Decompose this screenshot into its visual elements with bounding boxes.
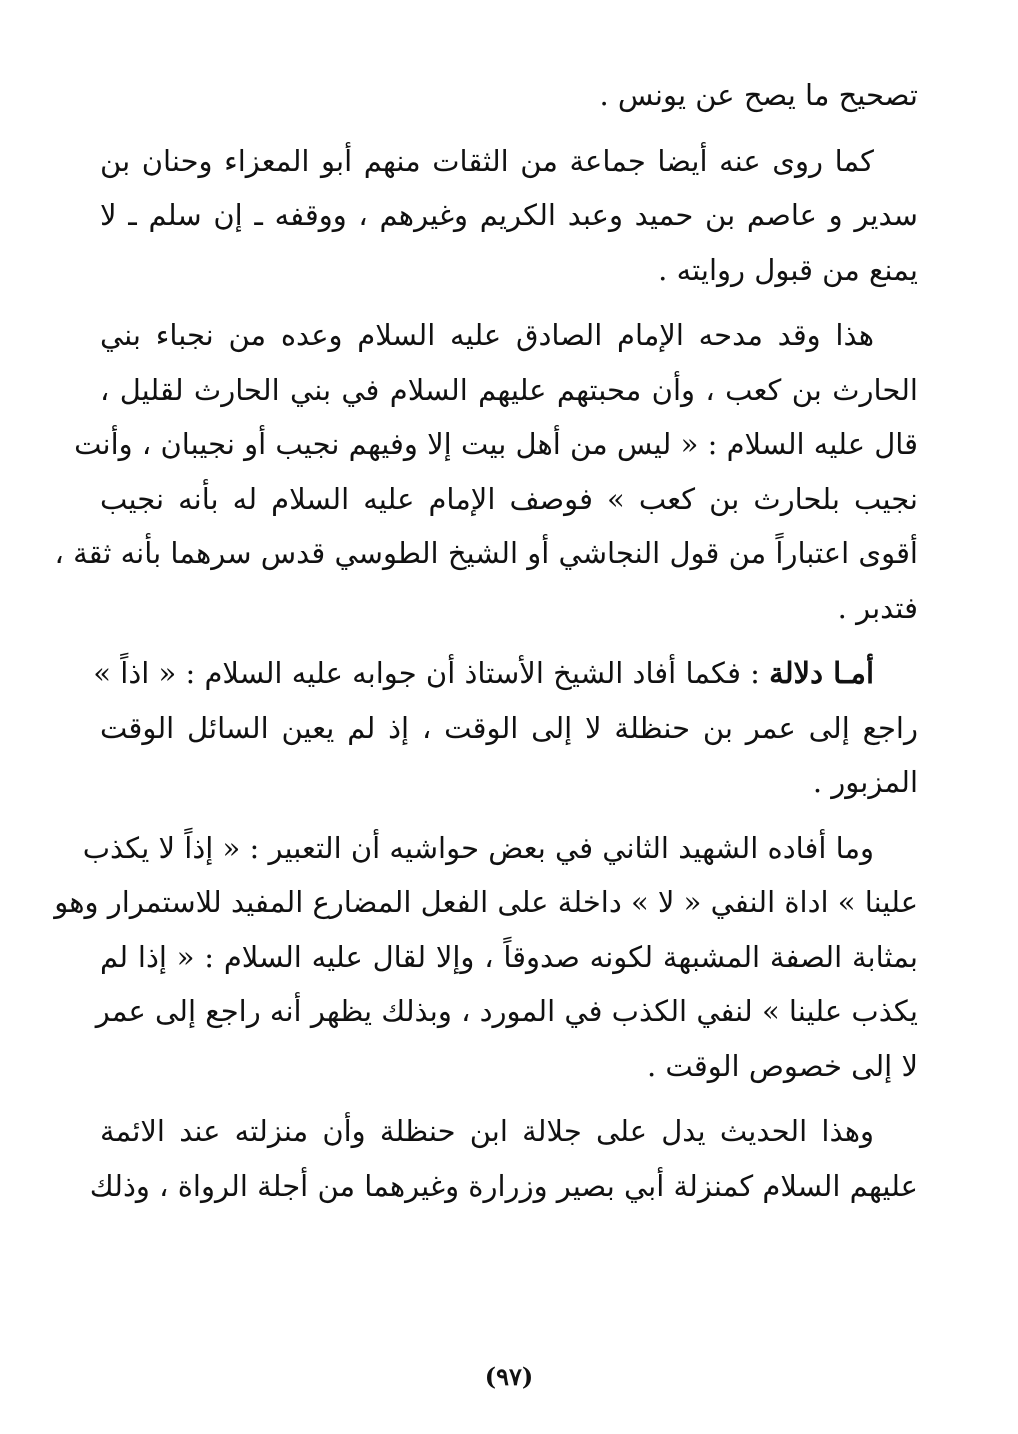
text-line: علينا » اداة النفي « لا » داخلة على الفعل المضارع المفيد للاستمرار وهو xyxy=(54,885,918,919)
text-line: الحارث بن كعب ، وأن محبتهم عليهم السلام في بني الحارث لقليل ، xyxy=(100,372,918,407)
text-line: أقوى اعتباراً من قول النجاشي أو الشيخ الطوسي قدس سرهما بأنه ثقة ، xyxy=(54,536,918,570)
paragraph-6 xyxy=(89,1104,918,1213)
text-line: تصحيح ما يصح عن يونس . xyxy=(599,78,918,112)
text-segment: : فكما أفاد الشيخ الأستاذ أن جوابه عليه السلام : « اذاً » xyxy=(93,656,770,690)
text-line: نجيب بلحارث بن كعب » فوصف الإمام عليه السلام له بأنه نجيب xyxy=(100,481,918,516)
text-line: يمنع من قبول روايته . xyxy=(658,252,918,287)
text-line: وهذا الحديث يدل على جلالة ابن حنظلة وأن منزلته عند الائمة xyxy=(100,1114,874,1148)
paragraph-4 xyxy=(93,646,918,810)
text-line: قال عليه السلام : « ليس من أهل بيت إلا وفيهم نجيب أو نجيبان ، وأنت xyxy=(74,427,918,461)
text-line: عليهم السلام كمنزلة أبي بصير وزرارة وغيرهما من أجلة الرواة ، وذلك xyxy=(89,1168,918,1203)
text-line: راجع إلى عمر بن حنظلة لا إلى الوقت ، إذ لم يعين السائل الوقت xyxy=(100,710,918,745)
text-line: كما روى عنه أيضا جماعة من الثقات منهم أبو المعزاء وحنان بن xyxy=(100,143,874,178)
paragraph-5 xyxy=(54,821,918,1094)
document-body xyxy=(54,68,918,1224)
paragraph-3 xyxy=(54,308,918,635)
text-line: هذا وقد مدحه الإمام الصادق عليه السلام وعده من نجباء بني xyxy=(100,318,874,352)
text-line: وما أفاده الشهيد الثاني في بعض حواشيه أن التعبير : « إذاً لا يكذب xyxy=(82,830,874,865)
text-line: يكذب علينا » لنفي الكذب في المورد ، وبذلك يظهر أنه راجع إلى عمر xyxy=(95,994,918,1028)
bold-heading: أمـا دلالة xyxy=(769,656,874,690)
text-line: سدير و عاصم بن حميد وعبد الكريم وغيرهم ، ووقفه ـ إن سلم ـ لا xyxy=(100,198,918,232)
text-line: لا إلى خصوص الوقت . xyxy=(646,1048,918,1083)
paragraph-2 xyxy=(100,134,918,298)
paragraph-1 xyxy=(100,68,918,123)
text-line xyxy=(93,646,918,701)
text-line: المزبور . xyxy=(812,765,918,799)
text-line: فتدبر . xyxy=(837,590,918,625)
text-line: بمثابة الصفة المشبهة لكونه صدوقاً ، وإلا لقال عليه السلام : « إذا لم xyxy=(100,939,918,974)
page-number: (٩٧) xyxy=(484,1362,534,1391)
